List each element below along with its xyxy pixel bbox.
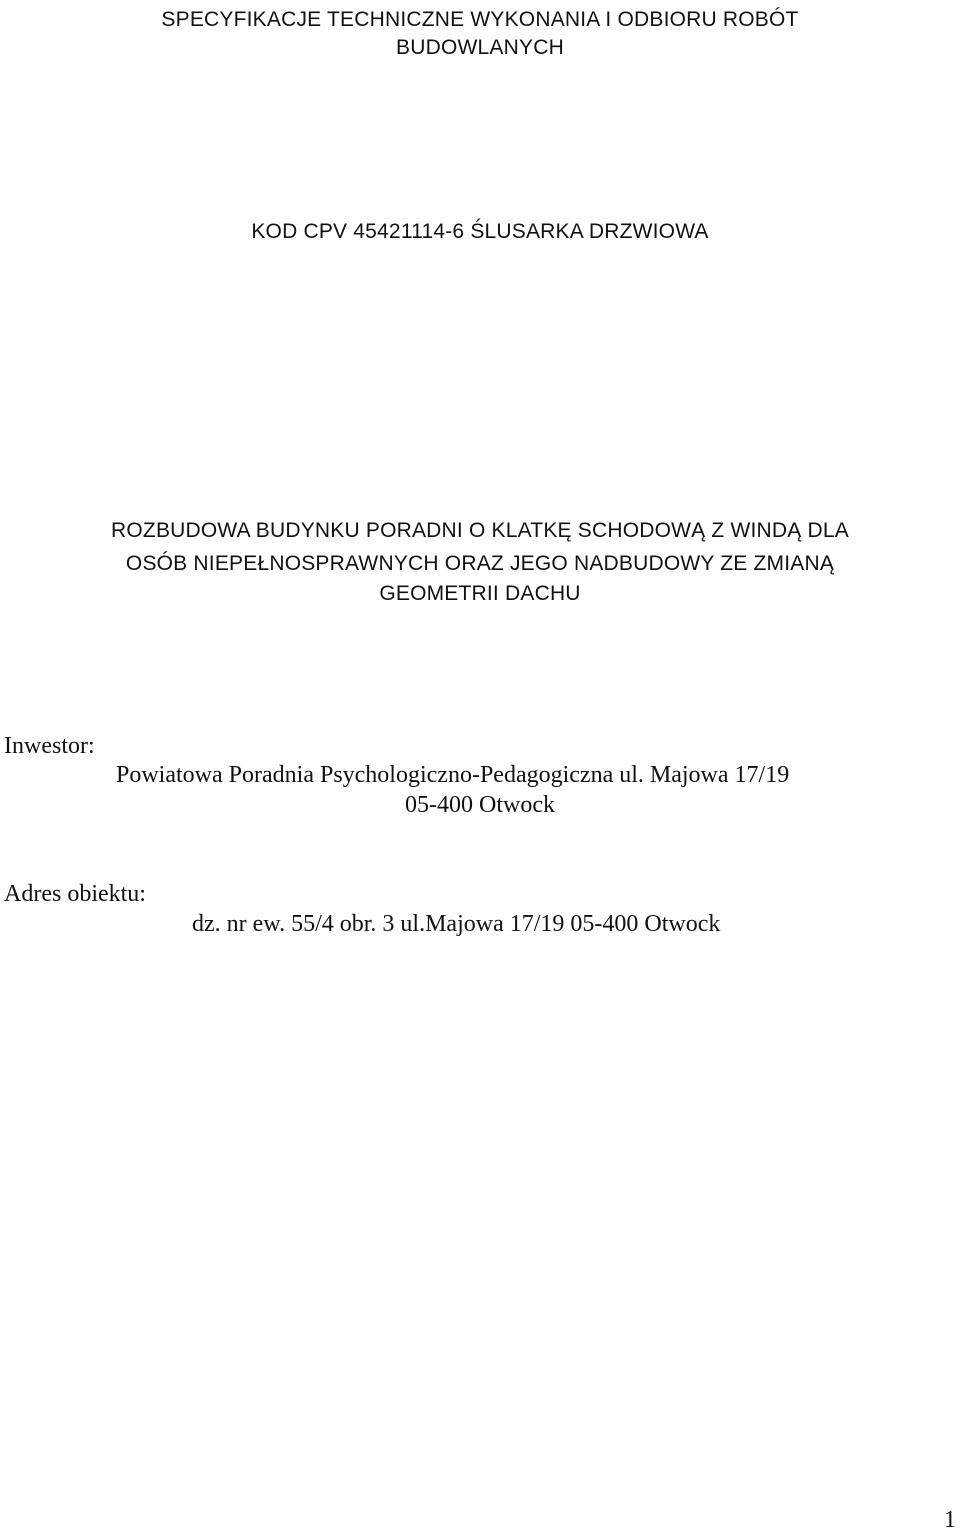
investor-name: Powiatowa Poradnia Psychologiczno-Pedagogiczna ul. Majowa 17/19 <box>116 762 790 788</box>
cpv-code: KOD CPV 45421114-6 ŚLUSARKA DRZWIOWA <box>251 220 709 243</box>
address-value: dz. nr ew. 55/4 obr. 3 ul.Majowa 17/19 05-400 Otwock <box>192 911 721 937</box>
document-title-line-1: SPECYFIKACJE TECHNICZNE WYKONANIA I ODBIORU ROBÓT <box>161 8 799 31</box>
document-title-line-2: BUDOWLANYCH <box>396 36 564 59</box>
page-number: 1 <box>944 1507 956 1533</box>
address-label: Adres obiektu: <box>4 881 146 907</box>
investor-postal-city: 05-400 Otwock <box>405 792 555 818</box>
investor-label: Inwestor: <box>4 733 95 759</box>
project-title-line-1: ROZBUDOWA BUDYNKU PORADNI O KLATKĘ SCHODOWĄ Z WINDĄ DLA <box>111 519 849 542</box>
project-title-line-3: GEOMETRII DACHU <box>379 582 581 605</box>
project-title-line-2: OSÓB NIEPEŁNOSPRAWNYCH ORAZ JEGO NADBUDOWY ZE ZMIANĄ <box>125 552 835 575</box>
